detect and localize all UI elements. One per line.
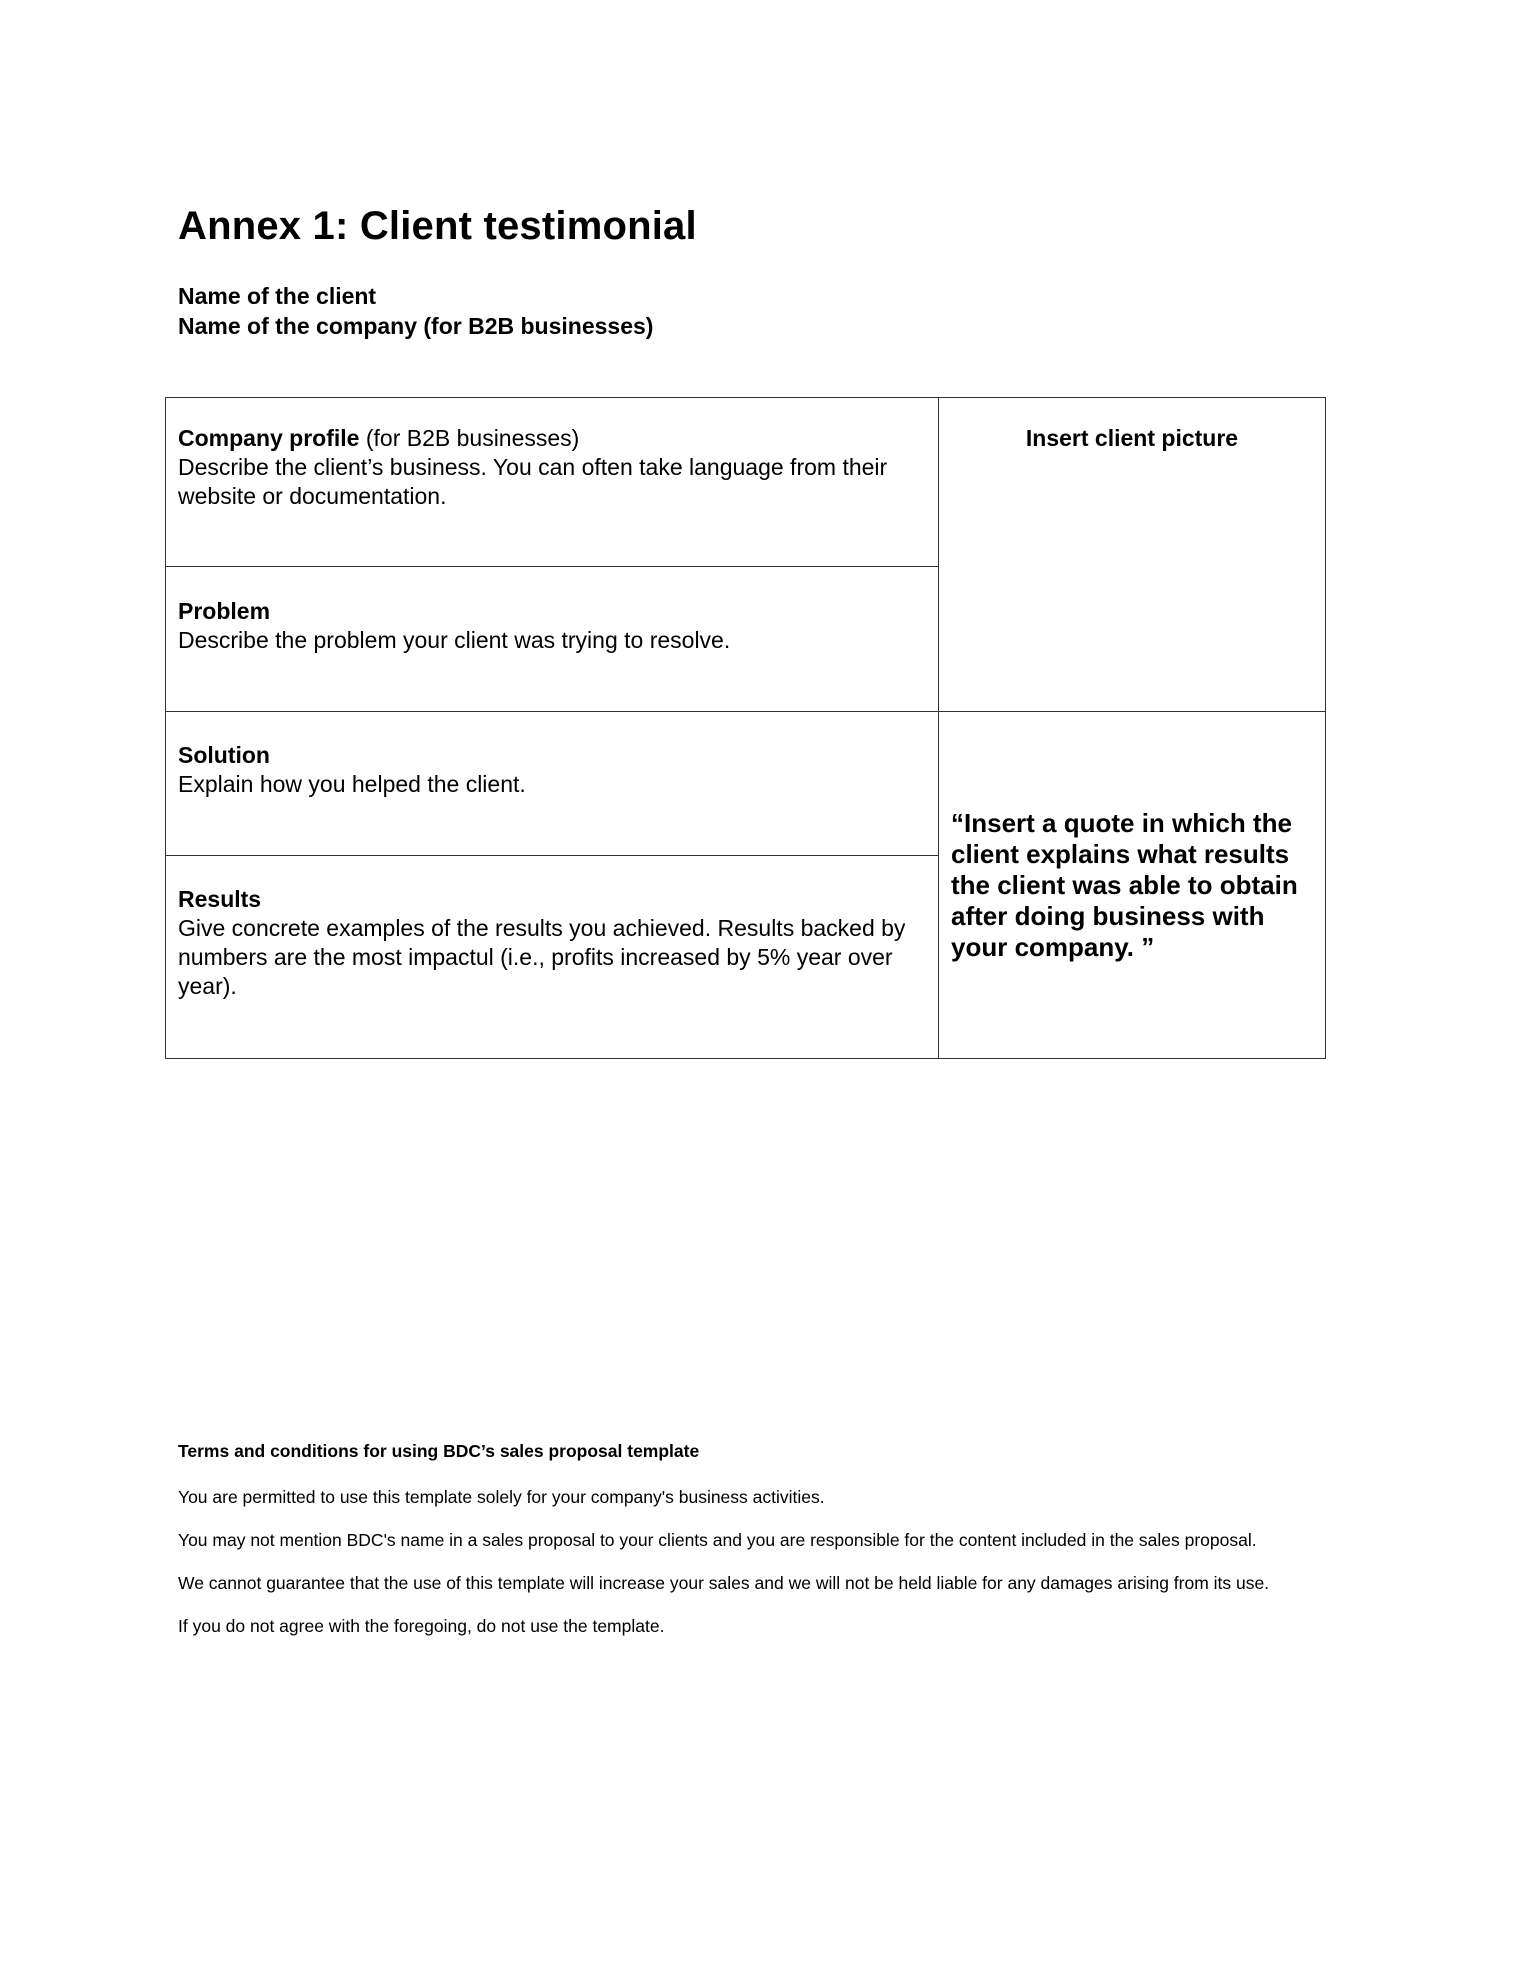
- testimonial-table: [165, 397, 1326, 1059]
- results-body: Give concrete examples of the results you achieved. Results backed by numbers are the most impactul (i.e., profits increased by 5% year over year).: [178, 915, 906, 999]
- problem-body: Describe the problem your client was trying to resolve.: [178, 627, 731, 653]
- terms-paragraph: You may not mention BDC's name in a sales proposal to your clients and you are responsible for the content included in the sales proposal.: [178, 1530, 1257, 1550]
- client-picture-label: Insert client picture: [1025, 425, 1239, 451]
- terms-title: Terms and conditions for using BDC’s sales proposal template: [178, 1441, 700, 1461]
- company-profile-body: Describe the client’s business. You can often take language from their website or documentation.: [178, 454, 888, 509]
- terms-and-conditions: [178, 1441, 1328, 1659]
- table-row-solution: [166, 712, 1326, 856]
- terms-paragraph: If you do not agree with the foregoing, do not use the template.: [178, 1616, 665, 1636]
- company-profile-heading-suffix: (for B2B businesses): [359, 425, 580, 451]
- client-identification: [178, 281, 653, 341]
- results-cell: [166, 856, 939, 1059]
- client-picture-placeholder: [939, 398, 1326, 712]
- page-title: Annex 1: Client testimonial: [178, 204, 697, 248]
- client-quote-placeholder: [939, 712, 1326, 1059]
- client-name-label: Name of the client: [178, 283, 377, 309]
- company-name-label: Name of the company (for B2B businesses): [178, 313, 654, 339]
- company-profile-heading: Company profile: [178, 425, 360, 451]
- solution-heading: Solution: [178, 742, 270, 768]
- client-quote-text: “Insert a quote in which the client explains what results the client was able to obtain after doing business with your company. ”: [951, 807, 1298, 962]
- problem-heading: Problem: [178, 598, 271, 624]
- results-heading: Results: [178, 886, 262, 912]
- terms-paragraph: We cannot guarantee that the use of this template will increase your sales and we will not be held liable for any damages arising from its use.: [178, 1573, 1270, 1593]
- table-row-company-profile: [166, 398, 1326, 567]
- terms-paragraph: You are permitted to use this template solely for your company's business activities.: [178, 1487, 825, 1507]
- solution-body: Explain how you helped the client.: [178, 771, 526, 797]
- company-profile-cell: [166, 398, 939, 567]
- problem-cell: [166, 567, 939, 712]
- solution-cell: [166, 712, 939, 856]
